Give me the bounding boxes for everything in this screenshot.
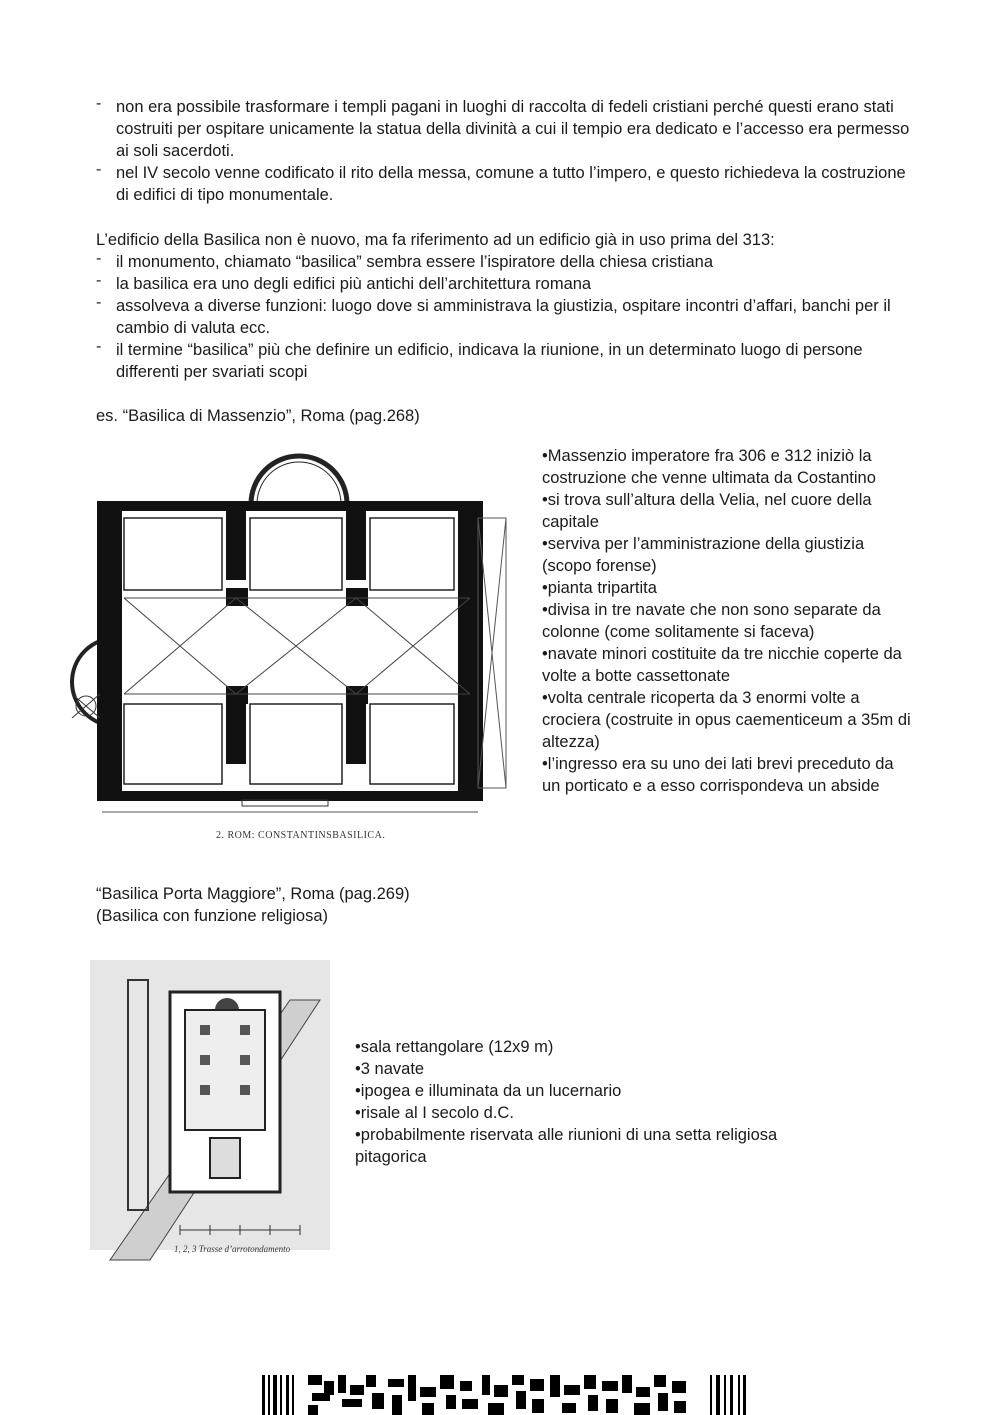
list-item: •l’ingresso era su uno dei lati brevi preceduto da un porticato e a esso corrispondeva un abside [542,755,894,795]
list-item: •si trova sull’altura della Velia, nel cuore della capitale [542,491,872,531]
massenzio-plan-drawing [66,448,516,848]
list-item: - nel IV secolo venne codificato il rito della messa, comune a tutto l’impero, e questo richiedeva la costruzione di edifici di tipo monumentale. [96,162,916,206]
list-basilica [96,251,916,383]
list-item: - il monumento, chiamato “basilica” sembra essere l’ispiratore della chiesa cristiana [96,251,916,273]
list-item: •ipogea e illuminata da un lucernario [355,1082,622,1100]
list-item: •probabilmente riservata alle riunioni di una setta religiosa pitagorica [355,1126,778,1166]
intro-paragraph: L’edificio della Basilica non è nuovo, ma fa riferimento ad un edificio già in uso prima del 313: [96,231,775,249]
example-massenzio-heading: es. “Basilica di Massenzio”, Roma (pag.268) [96,407,420,425]
example-porta-maggiore-heading [96,883,410,927]
example2-title: “Basilica Porta Maggiore”, Roma (pag.269) [96,885,410,903]
list-item: •risale al I secolo d.C. [355,1104,514,1122]
list-item: - non era possibile trasformare i templi pagani in luoghi di raccolta di fedeli cristiani perché questi erano stati costruiti per ospitare unicamente la statua della divinità a cui il tempio era dedicato e l’accesso era permesso ai soli sacerdoti. [96,96,916,162]
list-item: •volta centrale ricoperta da 3 enormi volte a crociera (costruite in opus caementiceum a 35m di altezza) [542,689,911,751]
list-item: •pianta tripartita [542,579,657,597]
massenzio-plan-figure [66,448,516,848]
list-item: - il termine “basilica” più che definire un edificio, indicava la riunione, in un determinato luogo di persone differenti per svariati scopi [96,339,916,383]
list-item: •Massenzio imperatore fra 306 e 312 iniziò la costruzione che venne ultimata da Costantino [542,447,876,487]
porta-maggiore-plan-drawing [90,960,330,1270]
list-item: - la basilica era uno degli edifici più antichi dell’architettura romana [96,273,916,295]
porta-maggiore-plan-figure [90,960,330,1270]
list-item: •sala rettangolare (12x9 m) [355,1038,554,1056]
barcode-image [262,1375,746,1415]
list-item: •3 navate [355,1060,425,1078]
list-item: •divisa in tre navate che non sono separate da colonne (come solitamente si faceva) [542,601,881,641]
list-item: - assolveva a diverse funzioni: luogo dove si amministrava la giustizia, ospitare incontri d’affari, banchi per il cambio di valuta ecc. [96,295,916,339]
example2-subtitle: (Basilica con funzione religiosa) [96,907,329,925]
figure2-caption: 1, 2, 3 Trasse d’arrotondamento [174,1244,291,1254]
list-item: •serviva per l’amministrazione della giustizia (scopo forense) [542,535,865,575]
massenzio-notes [542,445,912,797]
figure1-caption: 2. ROM: CONSTANTINSBASILICA. [216,830,386,841]
porta-maggiore-notes [355,1036,835,1168]
list-item: •navate minori costituite da tre nicchie coperte da volte a botte cassettonate [542,645,902,685]
list-non-templi [96,96,916,206]
